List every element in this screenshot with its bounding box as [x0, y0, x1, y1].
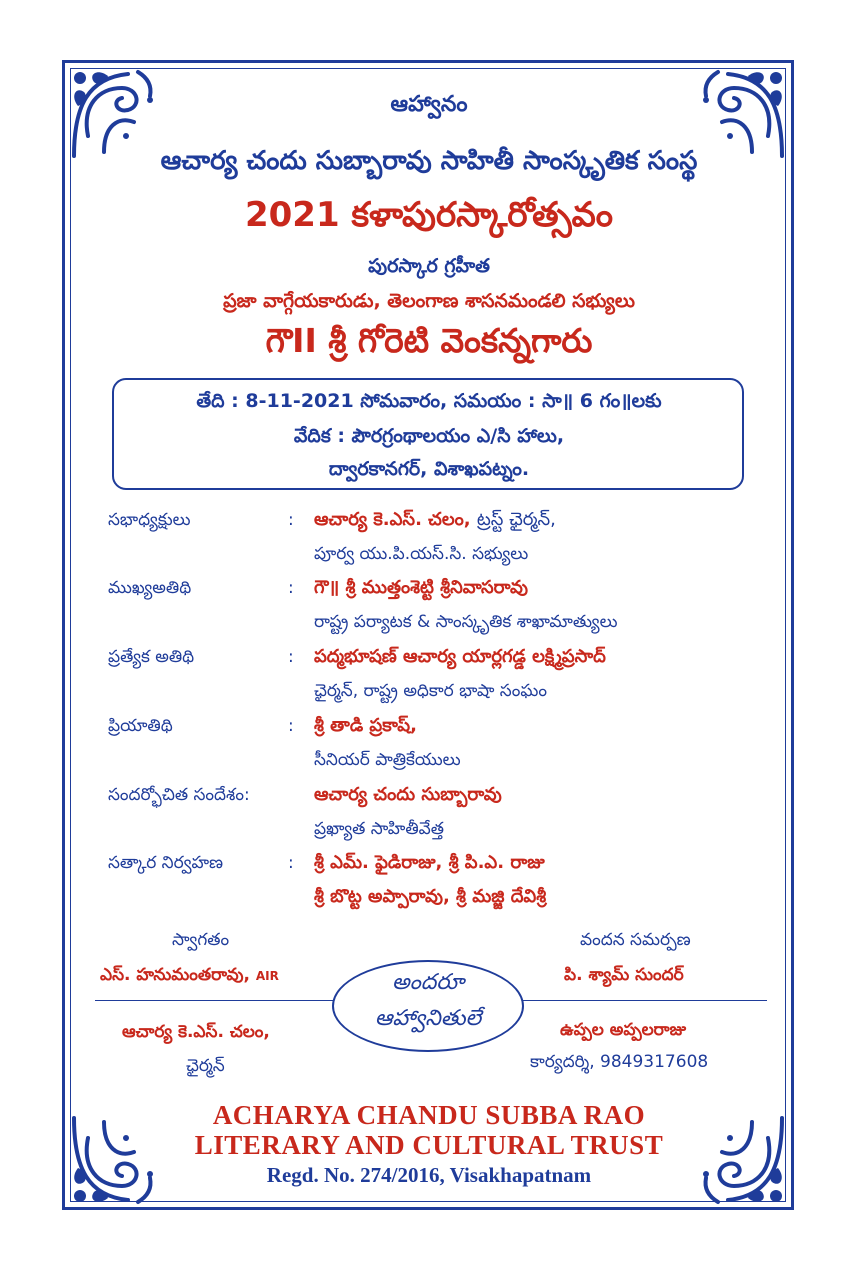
recipient-label: పురస్కార గ్రహీత — [368, 255, 490, 277]
organization-name: ఆచార్య చందు సుబ్బారావు సాహితీ సాంస్కృతిక సంస్థ — [160, 146, 698, 176]
role-name-chief-guest: గౌ॥ శ్రీ ముత్తంశెట్టి శ్రీనివాసరావు — [314, 577, 528, 598]
role-name-special-guest: పద్మభూషణ్ ఆచార్య యార్లగడ్డ లక్ష్మిప్రసాద్ — [314, 646, 606, 667]
role-label-message: సందర్భోచిత సందేశం: — [108, 785, 250, 805]
role-name-message: ఆచార్య చందు సుబ్బారావు — [314, 784, 502, 805]
role-label-dear-guest: ప్రియాతిథి — [108, 716, 173, 736]
role-name-felicitation: శ్రీ ఎమ్. ఫైడిరాజు, శ్రీ పి.ఎ. రాజు — [314, 852, 545, 873]
trust-registration: Regd. No. 274/2016, Visakhapatnam — [266, 1163, 592, 1187]
recipient-name: గౌII శ్రీ గోరెటి వెంకన్నగారు — [265, 321, 593, 360]
thanks-label: వందన సమర్పణ — [580, 930, 691, 950]
welcome-name: ఎస్. హనుమంతరావు, AIR — [100, 965, 279, 985]
role-desc-president: పూర్వ యు.పి.యస్.సి. సభ్యులు — [314, 544, 529, 564]
role-colon: : — [288, 578, 294, 598]
secretary-role-phone: కార్యదర్శి, 9849317608 — [530, 1052, 709, 1072]
role-label-president: సభాధ్యక్షులు — [108, 510, 191, 530]
secretary-name: ఉప్పల అప్పలరాజు — [560, 1020, 687, 1040]
role-desc-chief-guest: రాష్ట్ర పర్యాటక & సాంస్కృతిక శాఖామాత్యులు — [314, 612, 618, 632]
oval-line-2: ఆహ్వానితులే — [374, 1006, 482, 1031]
event-venue-address: ద్వారకానగర్, విశాఖపట్నం. — [328, 458, 530, 480]
thanks-name: పి. శ్యామ్ సుందర్ — [564, 965, 684, 985]
oval-line-1: అందరూ — [391, 970, 465, 995]
trust-name-line-2: LITERARY AND CULTURAL TRUST — [194, 1130, 664, 1160]
role-label-special-guest: ప్రత్యేక అతిథి — [108, 647, 195, 667]
role-colon: : — [288, 647, 294, 667]
chairman-role: ఛైర్మన్ — [186, 1056, 225, 1076]
role-label-felicitation: సత్కార నిర్వహణ — [108, 853, 224, 873]
role-label-chief-guest: ముఖ్యఅతిథి — [108, 578, 192, 598]
role-name-felicitation-2: శ్రీ బొట్ట అప్పారావు, శ్రీ మజ్జి దేవిశ్రీ — [314, 886, 547, 907]
role-colon: : — [288, 510, 294, 530]
role-colon: : — [288, 853, 294, 873]
role-desc-special-guest: ఛైర్మన్, రాష్ట్ర అధికార భాషా సంఘం — [314, 681, 547, 701]
event-date-time: తేది : 8-11-2021 సోమవారం, సమయం : సా॥ 6 గం॥లకు — [196, 390, 662, 412]
role-desc-message: ప్రఖ్యాత సాహితీవేత్త — [314, 819, 444, 839]
festival-title: 2021 కళాపురస్కారోత్సవం — [244, 195, 614, 235]
trust-name-line-1: ACHARYA CHANDU SUBBA RAO — [212, 1100, 646, 1130]
role-colon: : — [288, 716, 294, 736]
welcome-label: స్వాగతం — [172, 930, 230, 950]
role-desc-dear-guest: సీనియర్ పాత్రికేయులు — [314, 750, 461, 770]
event-venue: వేదిక : పౌరగ్రంథాలయం ఎ/సి హాలు, — [293, 425, 565, 447]
role-name-dear-guest: శ్రీ తాడి ప్రకాష్, — [314, 715, 417, 736]
recipient-role: ప్రజా వాగ్గేయకారుడు, తెలంగాణ శాసనమండలి సభ్యులు — [223, 290, 635, 312]
invitation-heading: ఆహ్వానం — [390, 92, 468, 117]
chairman-name: ఆచార్య కె.ఎస్. చలం, — [122, 1022, 270, 1042]
role-name-president: ఆచార్య కె.ఎస్. చలం, ట్రస్ట్ ఛైర్మన్, — [314, 509, 556, 530]
